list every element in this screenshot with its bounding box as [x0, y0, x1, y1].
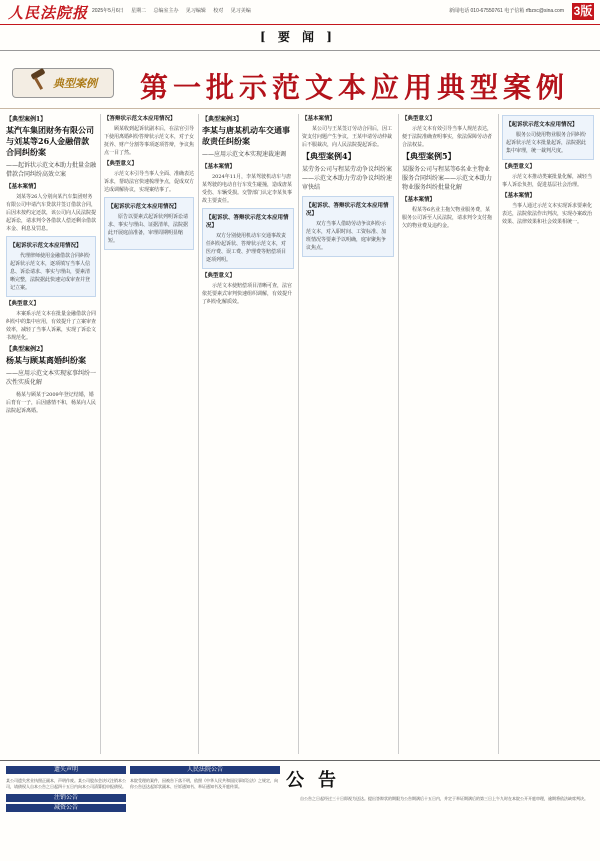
phone: 新闻电话 010-67550761 [449, 8, 503, 14]
paragraph: 服务公司使用物业服务合同纠纷起诉状示范文本批量起诉，法院据此集中审理，统一裁判尺度。 [506, 132, 587, 154]
section-head: 【典型意义】 [202, 273, 236, 279]
paragraph: 程某等6名业主拖欠物业服务费，某服务公司诉至人民法院，请求判令支付拖欠的物业费及违约金。 [402, 207, 493, 229]
article-column-5 [402, 112, 494, 760]
notice-text: 某公司遗失营业执照正副本，声明作废。某公司股东会决议注销本公司，请债权人自本公告之日起四十五日内向本公司清算组申报债权。 [6, 778, 126, 789]
announcement-title: 公告 [286, 770, 350, 791]
notice-heading: 注销公告 [6, 794, 126, 802]
paragraph: 杨某与顾某于2009年登记结婚，婚后育有一子，后因感情不和，杨某向人民法院起诉离婚。 [6, 392, 96, 414]
highlight-box [302, 196, 394, 257]
case-subtitle: ——应用示范文本实现速裁速调 [202, 151, 287, 158]
paragraph: 2024年11月，李某驾驶机动车与唐某驾驶的电动自行车发生碰撞，造成唐某受伤、车辆受损。交警部门认定李某负事故主要责任。 [202, 174, 293, 204]
masthead [0, 0, 600, 25]
section-head: 【答辩状示范文本应用情况】 [104, 116, 176, 122]
column-divider [498, 114, 499, 754]
headline-divider [0, 108, 600, 109]
section-head: 【基本案情】 [6, 184, 40, 190]
notice-text: 本院受理的案件，因被告下落不明，依照《中华人民共和国民事诉讼法》之规定，向你公告送达起诉状副本、应诉通知书、举证通知书及开庭传票。 [130, 778, 278, 789]
section-head: 【起诉状、答辩状示范文本应用情况】 [306, 203, 389, 217]
notice-heading: 遗失声明 [6, 766, 126, 774]
main-headline: 第一批示范文本应用典型案例 [140, 71, 570, 104]
case-label: 【典型案例3】 [202, 116, 243, 123]
section-head: 【典型意义】 [402, 116, 436, 122]
paragraph: 某公司与王某签订劳动合同后，因工资支付问题产生争议，王某申请劳动仲裁后不服裁决，向人民法院提起诉讼。 [302, 126, 393, 148]
proof-info: 校对 [213, 8, 224, 14]
notice-heading: 减资公告 [6, 804, 126, 812]
notice-column-middle [130, 764, 280, 858]
section-divider [0, 50, 600, 51]
paragraph: 本案系示范文本在批量金融借款合同纠纷中的集中应用，有效提升了立案审查效率，减轻了当事人诉累，实现了诉讼文书规范化。 [6, 311, 96, 341]
section-head: 【基本案情】 [202, 164, 236, 170]
article-column-2 [104, 112, 194, 760]
email: 电子信箱 rfbzxc@sina.com [504, 8, 564, 14]
assistant-info: 见习美编 [230, 8, 251, 14]
case-subtitle: ——起诉状示范文本助力批量金融借款合同纠纷高效立案 [6, 162, 96, 178]
highlight-box [502, 115, 594, 160]
case-label: 【典型案例2】 [6, 346, 47, 353]
case-title: 【典型案例4】 [302, 151, 356, 161]
editor-info: 总编室主办 [153, 8, 179, 14]
issue-date: 2025年5月6日 [92, 8, 124, 14]
paragraph: 刘某等26人分别向某汽车集团财务有限公司申请汽车贷款并签订借款合同，后因未按约定还款，该公司向人民法院提起诉讼，请求判令各借款人偿还剩余借款本金、利息及罚息。 [6, 194, 96, 232]
section-head: 【起诉状、答辩状示范文本应用情况】 [206, 215, 289, 229]
paragraph: 示范文本使赔偿项目清晰可查，法官依托要素式审判快速组织调解，有效提升了纠纷化解质效。 [202, 283, 293, 305]
case-title: 【典型案例5】 [402, 151, 456, 161]
notice-text: 自公告之日起经过三十日即视为送达。提出答辩状的期限为公告期满后十五日内，并定于举证期满后的第三日上午九时在本院公开开庭审理，逾期将依法缺席判决。 [300, 796, 588, 801]
gavel-handle-icon [34, 77, 43, 90]
case-title: 杨某与顾某离婚纠纷案 [6, 355, 86, 365]
highlight-box [6, 236, 96, 297]
notice-column-left [6, 764, 126, 858]
ads-divider [0, 760, 600, 761]
section-head: 【基本案情】 [502, 193, 536, 199]
highlight-box [202, 208, 294, 269]
case-label: 【典型案例1】 [6, 116, 47, 123]
paragraph: 示范文本有效引导当事人规范表达，便于法院准确查明事实，依法保障劳动者合法权益。 [402, 126, 493, 148]
column-divider [298, 114, 299, 754]
section-head: 【典型意义】 [104, 161, 138, 167]
paragraph: 双方当事人借助劳动争议纠纷示范文本，对入职时间、工资标准、加班情况等要素予以明确，庭审聚焦争议焦点。 [306, 221, 387, 251]
section-head: 【起诉状示范文本应用情况】 [108, 204, 180, 210]
section-head: 【起诉状示范文本应用情况】 [10, 243, 82, 249]
gavel-icon [30, 68, 45, 80]
section-head: 【基本案情】 [402, 197, 436, 203]
article-column-3 [202, 112, 294, 760]
issue-weekday: 星期二 [131, 8, 147, 14]
notice-column-right [300, 792, 594, 854]
page-number: 3版 [573, 4, 593, 18]
contact-info [449, 7, 564, 14]
paragraph: 当事人通过示范文本实现诉求要素化表达，法院依法作出判决，实现办案政治效果、法律效果和社会效果相统一。 [502, 203, 593, 225]
column-divider [198, 114, 199, 754]
column-divider [398, 114, 399, 754]
paragraph: 顾某收到起诉状副本后，在法官引导下使用离婚纠纷答辩状示范文本，对子女抚养、财产分割等事项逐项答辩，争议焦点一目了然。 [104, 126, 194, 156]
case-subtitle: 某服务公司与程某等6名业主物业服务合同纠纷案——示范文本助力物业服务纠纷批量化解 [402, 166, 493, 191]
article-column-6 [502, 112, 594, 760]
section-label: [ 要 闻 ] [260, 30, 336, 44]
editor2-info: 见习编辑 [185, 8, 206, 14]
notice-heading: 人民法院公告 [130, 766, 280, 774]
masthead-info [92, 7, 257, 14]
typical-case-badge [12, 68, 114, 98]
newspaper-logo: 人民法院报 [8, 4, 89, 22]
section-head: 【典型意义】 [502, 164, 536, 170]
paragraph: 原告以要素式起诉状列明诉讼请求、事实与理由、证据清单，法院据此开展庭前准备，审理周期明显缩短。 [108, 214, 189, 244]
case-title: 某汽车集团财务有限公司与刘某等26人金融借款合同纠纷案 [6, 125, 94, 157]
case-title: 李某与唐某机动车交通事故责任纠纷案 [202, 125, 290, 146]
case-subtitle: ——应用示范文本实现家事纠纷一次性实质化解 [6, 370, 96, 386]
article-column-1 [6, 112, 96, 760]
headline-banner [0, 62, 600, 107]
highlight-box [104, 197, 194, 250]
section-head: 【基本案情】 [302, 116, 336, 122]
paragraph: 示范文本推动类案批量化解，减轻当事人诉讼负担，促进基层社会治理。 [502, 174, 593, 188]
paragraph: 双方分别使用机动车交通事故责任纠纷起诉状、答辩状示范文本，对医疗费、误工费、护理费等赔偿项目逐项列明。 [206, 233, 287, 263]
article-column-4 [302, 112, 394, 760]
paragraph: 示范文本引导当事人全面、准确表达诉求，帮助法官快速梳理争点，促成双方达成调解协议，实现案结事了。 [104, 171, 194, 193]
badge-label: 典型案例 [53, 77, 97, 90]
section-head: 【起诉状示范文本应用情况】 [506, 122, 578, 128]
section-head: 【典型意义】 [6, 301, 40, 307]
case-subtitle: 某劳务公司与程某劳动争议纠纷案——示范文本助力劳动争议纠纷速审快结 [302, 166, 393, 191]
column-divider [100, 114, 101, 754]
paragraph: 代理律师使用金融借款合同纠纷起诉状示范文本，逐项填写当事人信息、诉讼请求、事实与理由，要素清晰完整，法院据此快速完成审查并登记立案。 [10, 253, 91, 291]
